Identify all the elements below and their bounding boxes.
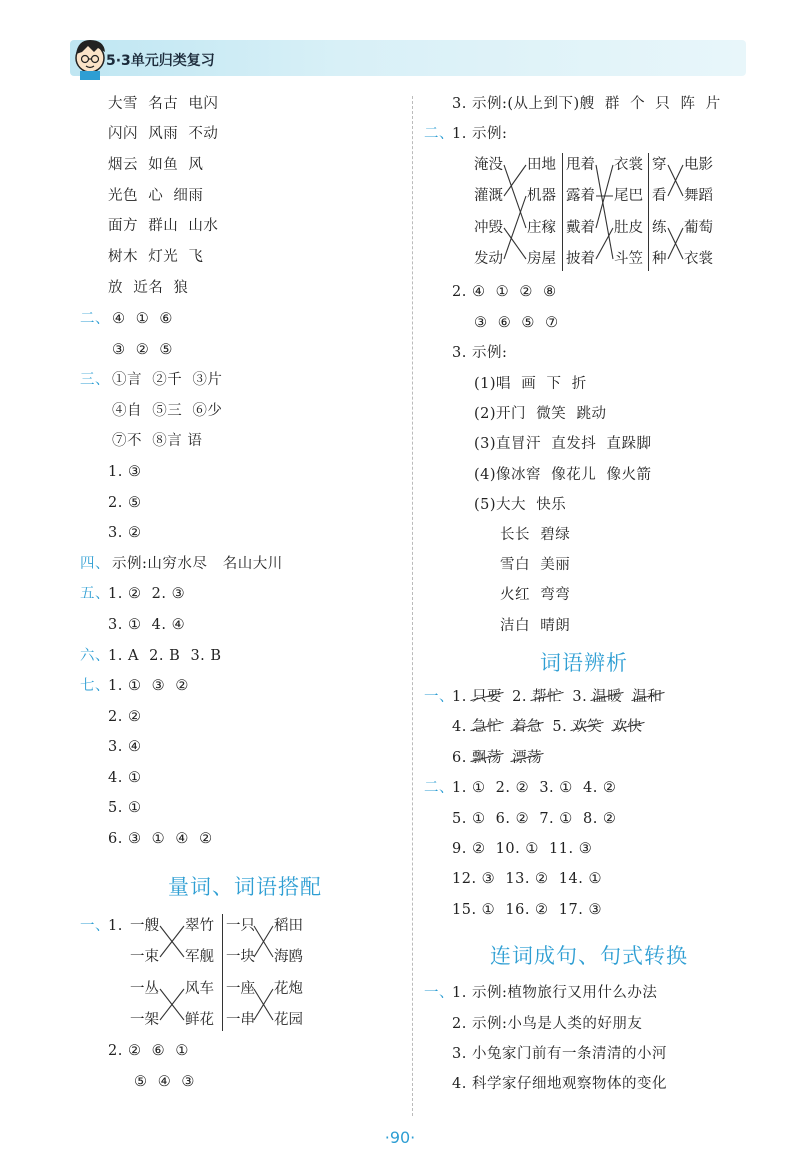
match-word: 发动 [474,251,503,267]
match-word: 看 [652,188,667,204]
answer-row: ①言 ②千 ③片 [112,372,223,388]
struck-word: 急忙 [471,719,502,735]
struck-word: 帮忙 [532,689,563,705]
answer-row: 3. 示例: [452,345,508,361]
answer-row: 烟云 如鱼 风 [108,157,204,173]
match-word: 风车 [185,981,214,997]
match-line [596,165,613,259]
answer-row: (2)开门 微笑 跳动 [474,406,607,422]
page-number: ·90· [384,1128,416,1147]
match-word: 肚皮 [614,220,643,236]
answer-row: 3. 小兔家门前有一条清清的小河 [452,1046,667,1062]
answer-row: 树木 灯光 飞 [108,249,204,265]
answer-row: 4. 急忙 着急 5. 欢笑 欢快 [452,719,643,735]
match-word: 军舰 [185,949,214,965]
section-title: 量词、词语搭配 [168,875,322,899]
match-word: 机器 [527,188,556,204]
section-marker: 二、 [424,126,454,142]
struck-word: 温暖 [592,689,623,705]
match-word: 露着 [566,188,595,204]
match-word: 淹没 [474,157,503,173]
answer-row: 火红 弯弯 [500,587,571,603]
match-word: 田地 [527,157,556,173]
answer-row: ④自 ⑤三 ⑥少 [112,403,223,419]
match-word: 一束 [130,949,159,965]
answer-row: 1. ② 2. ③ [108,586,186,602]
match-word: 尾巴 [614,188,643,204]
question-number: 1. [108,918,123,934]
answer-row: ④ ① ⑥ [112,311,173,327]
answer-row: 大雪 名古 电闪 [108,96,219,112]
answer-row: 5. ① 6. ② 7. ① 8. ② [452,811,617,827]
answer-row: 1. ③ [108,464,142,480]
match-word: 披着 [566,251,595,267]
match-line [504,196,526,259]
match-word: 花炮 [274,981,303,997]
match-word: 翠竹 [185,918,214,934]
section-marker: 一、 [424,689,454,705]
struck-word: 飘荡 [471,750,502,766]
answer-row: (1)唱 画 下 折 [474,376,587,392]
answer-row: 2. ④ ① ② ⑧ [452,284,557,300]
match-word: 花园 [274,1012,303,1028]
answer-row: 3. 示例:(从上到下)艘 群 个 只 阵 片 [452,96,721,112]
answer-row: 9. ② 10. ① 11. ③ [452,841,593,857]
answer-row: (5)大大 快乐 [474,497,567,513]
section-marker: 一、 [424,985,454,1001]
section-marker: 二、 [80,311,110,327]
answer-row: 放 近名 狼 [108,280,189,296]
answer-row: ⑦不 ⑧言 语 [112,433,203,449]
answer-row: 2. ② ⑥ ① [108,1043,189,1059]
answer-row: 2. 示例:小鸟是人类的好朋友 [452,1016,643,1032]
match-word: 衣裳 [614,157,643,173]
section-marker: 一、 [80,918,110,934]
answer-row: (4)像冰窖 像花儿 像火箭 [474,467,652,483]
struck-word: 欢快 [612,719,643,735]
match-word: 一丛 [130,981,159,997]
match-word: 海鸥 [274,949,303,965]
answer-row: 1. 示例:植物旅行又用什么办法 [452,985,658,1001]
answer-row: 光色 心 细雨 [108,188,204,204]
match-word: 稻田 [274,918,303,934]
answer-row: 4. ① [108,770,142,786]
match-word: 练 [652,220,667,236]
match-word: 戴着 [566,220,595,236]
answer-row: (3)直冒汗 直发抖 直跺脚 [474,436,652,452]
section-title: 连词成句、句式转换 [490,944,688,968]
match-line [504,228,526,259]
answer-row: 1. ① ③ ② [108,678,189,694]
match-line [504,165,526,196]
section-marker: 二、 [424,780,454,796]
match-word: 电影 [684,157,713,173]
match-word: 鲜花 [185,1012,214,1028]
answer-row: 长长 碧绿 [500,527,571,543]
match-word: 葡萄 [684,220,713,236]
answer-row: 面方 群山 山水 [108,218,219,234]
match-word: 衣裳 [684,251,713,267]
struck-word: 欢笑 [572,719,603,735]
answer-row: 3. ① 4. ④ [108,617,186,633]
struck-word: 温和 [632,689,663,705]
section-marker: 四、 [80,556,110,572]
match-word: 一艘 [130,918,159,934]
match-word: 庄稼 [527,220,556,236]
answer-row: 洁白 晴朗 [500,618,571,634]
answer-row: 15. ① 16. ② 17. ③ [452,902,602,918]
answer-row: 闪闪 风雨 不动 [108,126,219,142]
section-title: 词语辨析 [540,651,628,675]
answer-row: 4. 科学家仔细地观察物体的变化 [452,1076,667,1092]
answer-row: 1. 示例: [452,126,508,142]
match-word: 一串 [226,1012,255,1028]
answer-row: ③ ⑥ ⑤ ⑦ [474,315,559,331]
match-word: 种 [652,251,667,267]
answer-row: 1. 只要 2. 帮忙 3. 温暖 温和 [452,689,663,705]
answer-row: 示例:山穷水尽 名山大川 [112,556,283,572]
struck-word: 着急 [512,719,543,735]
struck-word: 漂荡 [512,750,543,766]
match-line [504,165,526,228]
struck-word: 只要 [471,689,502,705]
header-title: 5·3单元归类复习 [106,53,215,69]
section-marker: 七、 [80,678,110,694]
answer-row: 2. ② [108,709,142,725]
match-word: 穿 [652,157,667,173]
answer-row: 6. ③ ① ④ ② [108,831,213,847]
match-word: 一座 [226,981,255,997]
answer-row: 12. ③ 13. ② 14. ① [452,871,602,887]
section-marker: 三、 [80,372,110,388]
answer-row: ③ ② ⑤ [112,342,173,358]
answer-row: 2. ⑤ [108,495,142,511]
answer-row: 1. ① 2. ② 3. ① 4. ② [452,780,617,796]
section-marker: 五、 [80,586,110,602]
match-word: 斗笠 [614,251,643,267]
match-word: 舞蹈 [684,188,713,204]
answer-row: 3. ② [108,525,142,541]
match-word: 一块 [226,949,255,965]
answer-row: 雪白 美丽 [500,557,571,573]
answer-row: 1. A 2. B 3. B [108,648,222,664]
match-word: 冲毁 [474,220,503,236]
match-word: 房屋 [527,251,556,267]
match-word: 一只 [226,918,255,934]
match-word: 甩着 [566,157,595,173]
answer-row: ⑤ ④ ③ [134,1074,195,1090]
match-word: 灌溉 [474,188,503,204]
section-marker: 六、 [80,648,110,664]
answer-row: 6. 飘荡 漂荡 [452,750,543,766]
match-word: 一架 [130,1012,159,1028]
answer-row: 3. ④ [108,739,142,755]
answer-row: 5. ① [108,800,142,816]
